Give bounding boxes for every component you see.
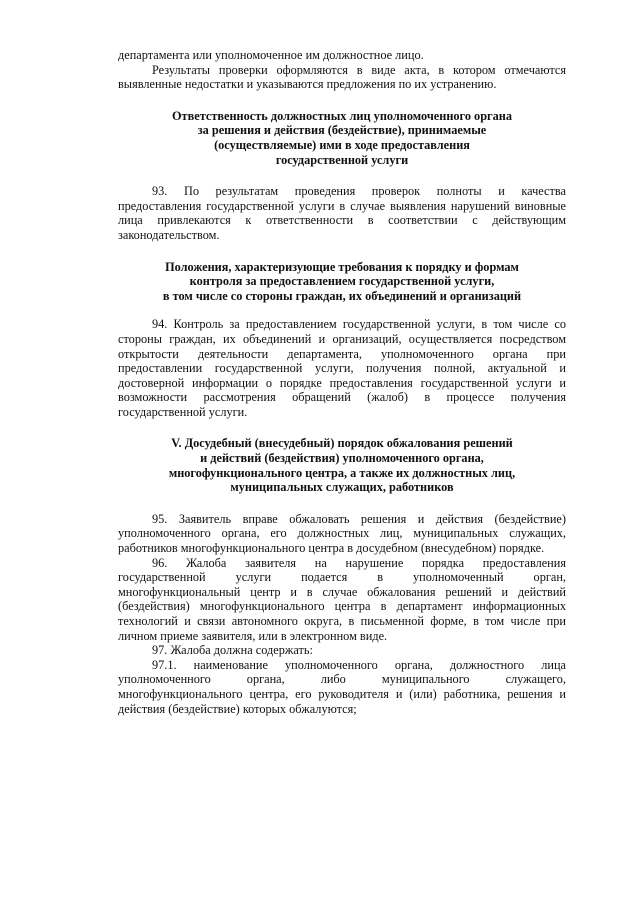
paragraph-96: 96. Жалоба заявителя на нарушение порядка предоставления государственной услуги подается в уполномоченный орган, многофункциональный центр и в случае обжалования решений и действий (бездействия) многофункционального центра в департамент информационных технологий и связи автономного округа, в письменной форме, в том числе при личном приеме заявителя, или в электронном виде. (118, 555, 566, 643)
heading-responsibility: Ответственность должностных лиц уполномоченного органа за решения и действия (бездействие), принимаемые (осуществляемые) ими в ходе предоставления государственной услуги (171, 108, 513, 167)
paragraph-97: 97. Жалоба должна содержать: (152, 643, 313, 658)
heading-pretrial-appeal: V. Досудебный (внесудебный) порядок обжалования решений и действий (бездействия) уполномоченного органа, многофункционального центра, а также их должностных лиц, муниципальных служащих, работников (168, 436, 516, 495)
paragraph-94: 94. Контроль за предоставлением государственной услуги, в том числе со стороны граждан, их объединений и организаций, осуществляется посредством открытости деятельности департамента, уполномоченного органа при предоставлении государственной услуги, получения полной, актуальной и достоверной информации о порядке предоставления государственной услуги и возможности рассмотрения обращений (жалоб) в процессе получения государственной услуги. (118, 317, 566, 419)
paragraph-act-results: Результаты проверки оформляются в виде акта, в котором отмечаются выявленные недостатки и указываются предложения по их устранению. (118, 62, 566, 92)
paragraph-95: 95. Заявитель вправе обжаловать решения и действия (бездействие) уполномоченного органа, его должностных лиц, муниципальных служащих, работников многофункционального центра в досудебном (внесудебном) порядке. (118, 511, 566, 556)
document-body (118, 48, 566, 716)
paragraph-97-1: 97.1. наименование уполномоченного органа, должностного лица уполномоченного органа, либо муниципального служащего, многофункционального центра, его руководителя и (или) работника, решения и действия (бездействие) которых обжалуются; (118, 657, 566, 716)
paragraph-continuation: департамента или уполномоченное им должностное лицо. (118, 48, 424, 62)
paragraph-93: 93. По результатам проведения проверок полноты и качества предоставления государственной услуги в случае выявления нарушений виновные лица привлекаются к ответственности в соответствии с действующим законодательством. (118, 184, 566, 242)
heading-control-provisions: Положения, характеризующие требования к порядку и формам контроля за предоставлением государственной услуги, в том числе со стороны граждан, их объединений и организаций (162, 259, 522, 303)
